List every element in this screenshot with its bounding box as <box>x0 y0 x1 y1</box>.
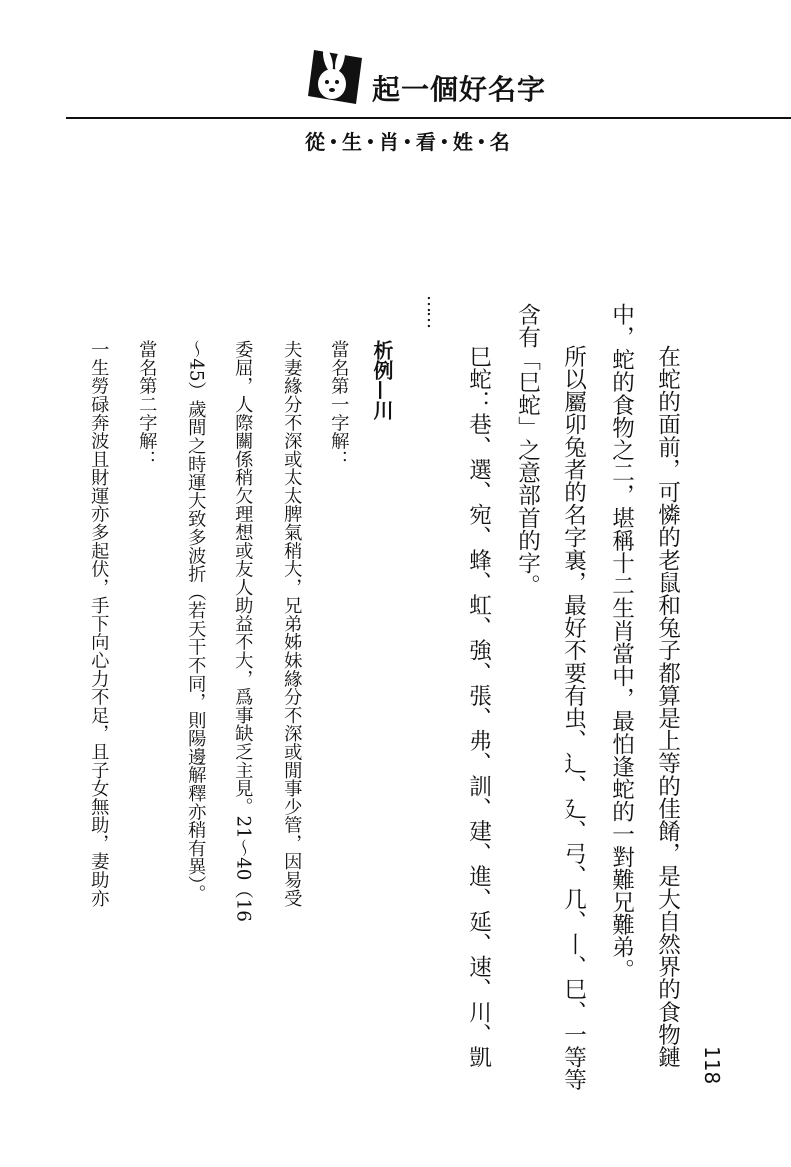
page-number: 118 <box>700 1046 724 1085</box>
body-line: 含有「巳蛇」之意部首的字。 <box>514 303 541 597</box>
header-rule <box>66 117 791 119</box>
book-title: 起一個好名字 <box>372 73 547 106</box>
analysis-line: 夫妻緣分不深或太太脾氣稍大，兄弟姊妹緣分不深或閒事少管，因易受 <box>281 340 303 907</box>
subtitle-char: 肖 <box>378 130 399 154</box>
ellipsis: …… <box>423 295 444 327</box>
example-heading: 析例—川 <box>370 340 394 420</box>
rabbit-logo-icon <box>306 44 366 108</box>
analysis-line: ～45）歲間之時運大致多波折（若天干不同，則陽邊解釋亦稍有異）。 <box>185 340 207 903</box>
subtitle-char: 看 <box>415 130 436 154</box>
analysis-line: 一生勞碌奔波且財運亦多起伏，手下向心力不足，且子女無助，妻助亦 <box>88 340 110 907</box>
subtitle-char: 從 <box>305 130 325 154</box>
subtitle-dot: • <box>476 135 486 151</box>
subtitle-dot: • <box>365 135 375 151</box>
body-line: 中，蛇的食物之二，堪稱十二生肖當中，最怕逢蛇的一對難兄難弟。 <box>608 303 635 981</box>
subtitle-char: 生 <box>341 130 362 154</box>
subtitle-dot: • <box>402 135 412 151</box>
page-header <box>0 0 791 160</box>
subtitle-dot: • <box>439 135 449 151</box>
subtitle-dot: • <box>329 135 338 151</box>
analysis-line: 當名第一字解： <box>328 340 350 469</box>
analysis-line: 當名第二字解： <box>136 340 158 469</box>
subtitle-char: 姓 <box>452 130 473 154</box>
body-line: 在蛇的面前，可憐的老鼠和兔子都算是上等的佳餚，是大自然界的食物鏈 <box>654 345 681 1069</box>
subtitle-char: 名 <box>489 130 510 154</box>
analysis-line: 委屈，人際關係稍欠理想或友人助益不大，爲事缺乏主見。21～40（16 <box>232 340 254 922</box>
body-line: 所以屬卯兔者的名字裏，最好不要有虫、辶、廴、弓、几、丨、巳、一等等 <box>560 345 587 1091</box>
body-line: 巳蛇：巷、選、宛、蜂、虹、強、張、弗、訓、建、進、延、速、川、凱 <box>465 345 492 1069</box>
chapter-subtitle <box>305 126 510 155</box>
